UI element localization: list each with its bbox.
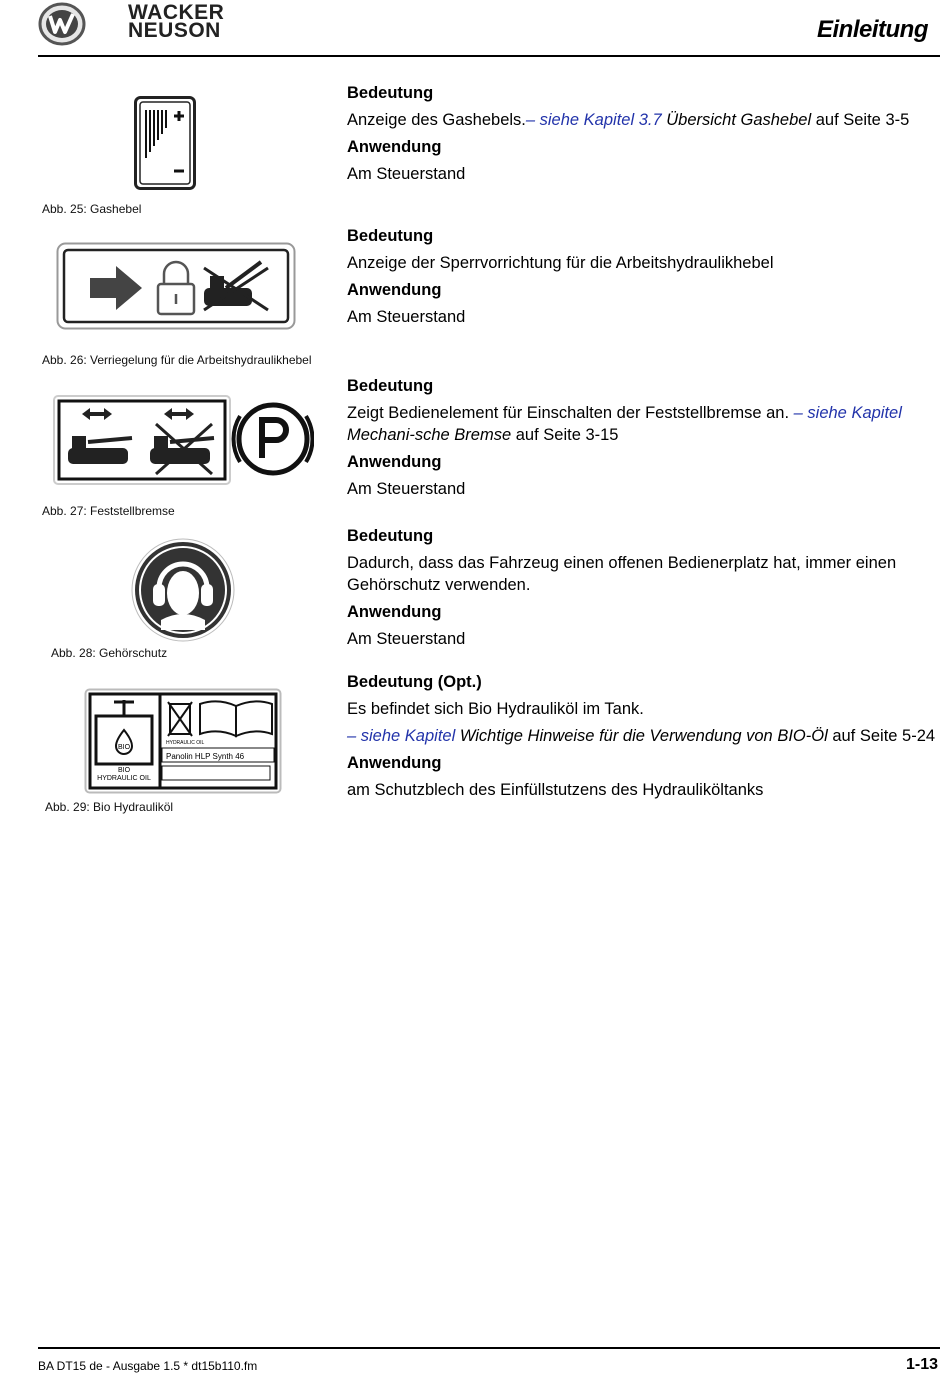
hydraulic-lock-icon [56, 242, 296, 330]
brand-line-1: WACKER [128, 1, 225, 24]
chapter-link[interactable]: – siehe Kapitel 3.7 [525, 111, 662, 129]
chapter-link[interactable]: – siehe Kapitel [347, 727, 456, 745]
bio-oil-label-line-1: BIO [117, 767, 131, 774]
entry-usage-text: Am Steuerstand [347, 630, 466, 648]
entry-hydraulic-lock [347, 225, 937, 333]
chapter-title: Mechani-sche Bremse [347, 426, 512, 444]
page-ref: auf Seite 3-15 [511, 426, 619, 444]
figure-caption-26: Abb. 26: Verriegelung für die Arbeitshydraulikhebel [42, 353, 312, 367]
entry-usage-text: Am Steuerstand [347, 308, 466, 326]
brand-name [128, 1, 225, 42]
footer-document-info: BA DT15 de - Ausgabe 1.5 * dt15b110.fm [38, 1359, 258, 1373]
entry-parking-brake [347, 375, 937, 505]
entry-heading-usage: Anwendung [347, 603, 442, 621]
brand-line-2: NEUSON [128, 19, 221, 42]
entry-gashebel [347, 82, 937, 190]
meaning-text: Anzeige des Gashebels. [347, 111, 526, 129]
chapter-title: Wichtige Hinweise für die Verwendung von BIO-Öl [455, 727, 828, 745]
chapter-title: Übersicht Gashebel [661, 111, 812, 129]
entry-heading-usage: Anwendung [347, 138, 442, 156]
wacker-neuson-logo-icon [38, 2, 86, 46]
section-title: Einleitung [817, 16, 928, 43]
entry-heading-meaning: Bedeutung (Opt.) [347, 673, 482, 691]
entry-meaning-text: Anzeige der Sperrvorrichtung für die Arbeitshydraulikhebel [347, 254, 774, 272]
bio-oil-label-line-2: HYDRAULIC OIL [97, 775, 151, 782]
entry-usage-text: Am Steuerstand [347, 165, 466, 183]
page-ref: auf Seite 3-5 [811, 111, 910, 129]
entry-usage-text: am Schutzblech des Einfüllstutzens des Hydrauliköltanks [347, 781, 764, 799]
entry-bio-oil [347, 671, 937, 806]
entry-heading-usage: Anwendung [347, 754, 442, 772]
bio-drop-label: BIO [117, 744, 131, 751]
figure-caption-29: Abb. 29: Bio Hydrauliköl [45, 800, 174, 814]
ear-protection-icon [131, 538, 235, 642]
entry-heading-meaning: Bedeutung [347, 527, 434, 545]
entry-heading-meaning: Bedeutung [347, 227, 434, 245]
entry-heading-usage: Anwendung [347, 281, 442, 299]
meaning-text: Zeigt Bedienelement für Einschalten der Feststellbremse an. [347, 404, 794, 422]
entry-usage-text: Am Steuerstand [347, 480, 466, 498]
page-header [0, 0, 950, 60]
entry-meaning-text: Es befindet sich Bio Hydrauliköl im Tank. [347, 700, 644, 718]
parking-brake-icon [52, 394, 314, 486]
entry-meaning-text [347, 402, 937, 446]
entry-heading-meaning: Bedeutung [347, 84, 434, 102]
hydraulic-oil-label: HYDRAULIC OIL [166, 740, 205, 746]
entry-meaning-text: Dadurch, dass das Fahrzeug einen offenen Bedienerplatz hat, immer einen Gehörschutz verwenden. [347, 554, 897, 594]
entry-heading-usage: Anwendung [347, 453, 442, 471]
entry-meaning-text [347, 109, 937, 131]
figure-caption-25: Abb. 25: Gashebel [42, 202, 142, 216]
chapter-link[interactable]: – siehe Kapitel [793, 404, 902, 422]
product-label: Panolin HLP Synth 46 [166, 752, 245, 761]
entry-ear-protection [347, 525, 937, 655]
page-number: 1-13 [905, 1356, 938, 1373]
figure-caption-28: Abb. 28: Gehörschutz [51, 646, 168, 660]
header-divider [38, 55, 940, 57]
page-ref: auf Seite 5-24 [827, 727, 936, 745]
bio-hydraulic-oil-icon [84, 688, 282, 794]
footer-divider [38, 1347, 940, 1349]
throttle-lever-icon [134, 96, 196, 190]
entry-meaning-reference [347, 725, 937, 747]
entry-heading-meaning: Bedeutung [347, 377, 434, 395]
figure-caption-27: Abb. 27: Feststellbremse [42, 504, 175, 518]
